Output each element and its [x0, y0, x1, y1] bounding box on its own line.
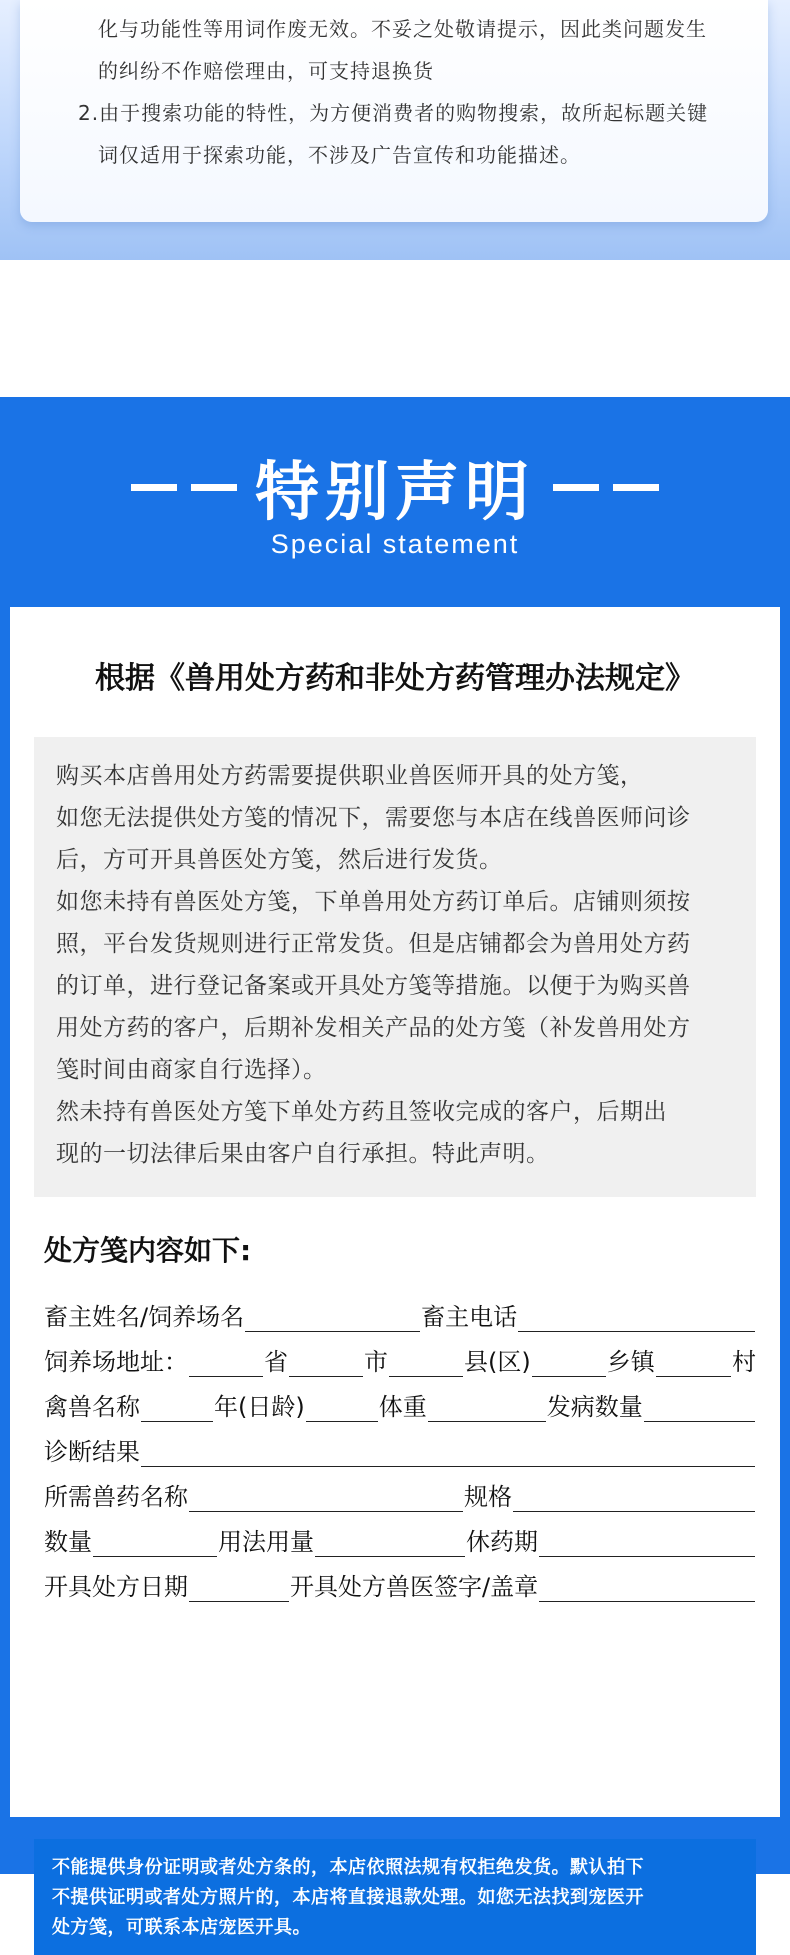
province-blank	[189, 1351, 263, 1377]
county-blank	[389, 1351, 463, 1377]
statement-line: 然未持有兽医处方笺下单处方药且签收完成的客户，后期出	[56, 1099, 667, 1125]
village-label: 村	[732, 1348, 756, 1376]
sick-count-blank	[644, 1396, 755, 1422]
age-blank	[306, 1396, 378, 1422]
left-dash-decoration	[131, 484, 237, 491]
farm-address-label: 饲养场地址：	[44, 1348, 188, 1376]
statement-line: 购买本店兽用处方药需要提供职业兽医师开具的处方笺，	[56, 763, 644, 789]
form-row-diagnosis	[44, 1422, 756, 1467]
warning-line: 不能提供身份证明或者处方条的，本店依照法规有权拒绝发货。默认拍下	[52, 1857, 644, 1878]
owner-name-blank	[245, 1306, 420, 1332]
quantity-label: 数量	[44, 1528, 92, 1556]
province-label: 省	[264, 1348, 288, 1376]
special-statement-subtitle: Special statement	[270, 529, 520, 559]
statement-panel	[10, 607, 780, 1938]
township-blank	[532, 1351, 606, 1377]
statement-line: 照，平台发货规则进行正常发货。但是店铺都会为兽用处方药	[56, 931, 691, 957]
quantity-blank	[93, 1531, 217, 1557]
drug-name-label: 所需兽药名称	[44, 1483, 188, 1511]
city-blank	[289, 1351, 363, 1377]
statement-line: 现的一切法律后果由客户自行承担。特此声明。	[56, 1141, 550, 1167]
notice-text-line: 2.由于搜索功能的特性，为方便消费者的购物搜索，故所起标题关键	[78, 101, 709, 125]
top-notice-band	[0, 0, 790, 260]
diagnosis-label: 诊断结果	[44, 1438, 140, 1466]
usage-label: 用法用量	[218, 1528, 314, 1556]
warning-line: 处方笺，可联系本店宠医开具。	[52, 1917, 311, 1938]
withdrawal-blank	[539, 1531, 755, 1557]
withdrawal-label: 休药期	[466, 1528, 538, 1556]
warning-box	[34, 1839, 756, 1955]
statement-notice-box	[34, 737, 756, 1197]
notice-text-line: 词仅适用于探索功能，不涉及广告宣传和功能描述。	[98, 143, 581, 167]
form-row-owner	[44, 1287, 756, 1332]
spec-label: 规格	[464, 1483, 512, 1511]
spec-blank	[513, 1486, 755, 1512]
age-label: 年(日龄)	[214, 1393, 305, 1421]
weight-blank	[428, 1396, 546, 1422]
special-statement-section	[0, 397, 790, 1938]
diagnosis-blank	[141, 1441, 755, 1467]
animal-name-label: 禽兽名称	[44, 1393, 140, 1421]
signature-label: 开具处方兽医签字/盖章	[290, 1573, 539, 1601]
prescription-form-title: 处方笺内容如下:	[44, 1234, 252, 1267]
city-label: 市	[364, 1348, 388, 1376]
statement-line: 笺时间由商家自行选择）。	[56, 1057, 327, 1083]
form-row-quantity	[44, 1512, 756, 1557]
sick-count-label: 发病数量	[546, 1393, 643, 1421]
statement-line: 如您无法提供处方笺的情况下，需要您与本店在线兽医师问诊	[56, 805, 691, 831]
owner-name-label: 畜主姓名/饲养场名	[44, 1303, 245, 1331]
statement-line: 后，方可开具兽医处方笺，然后进行发货。	[56, 847, 503, 873]
county-label: 县(区)	[464, 1348, 531, 1376]
form-row-animal	[44, 1377, 756, 1422]
notice-text-line: 的纠纷不作赔偿理由，可支持退换货	[98, 59, 434, 83]
signature-blank	[539, 1576, 755, 1602]
drug-name-blank	[189, 1486, 463, 1512]
form-row-address	[44, 1332, 756, 1377]
form-row-date	[44, 1557, 756, 1602]
date-blank	[189, 1576, 289, 1602]
special-statement-header	[0, 447, 790, 530]
usage-blank	[315, 1531, 465, 1557]
village-blank	[656, 1351, 731, 1377]
statement-line: 如您未持有兽医处方笺，下单兽用处方药订单后。店铺则须按	[56, 889, 691, 915]
township-label: 乡镇	[606, 1348, 655, 1376]
statement-line: 的订单，进行登记备案或开具处方笺等措施。以便于为购买兽	[56, 973, 691, 999]
right-dash-decoration	[553, 484, 659, 491]
regulation-title: 根据《兽用处方药和非处方药管理办法规定》	[95, 661, 695, 696]
owner-phone-blank	[518, 1306, 755, 1332]
owner-phone-label: 畜主电话	[421, 1303, 518, 1331]
warning-line: 不提供证明或者处方照片的，本店将直接退款处理。如您无法找到宠医开	[52, 1887, 644, 1908]
prescription-form	[44, 1287, 756, 1602]
top-notice-card	[20, 0, 768, 222]
statement-line: 用处方药的客户，后期补发相关产品的处方笺（补发兽用处方	[56, 1015, 691, 1041]
special-statement-title: 特别声明	[255, 456, 535, 530]
notice-text-line: 化与功能性等用词作废无效。不妥之处敬请提示，因此类问题发生	[98, 17, 707, 41]
date-label: 开具处方日期	[44, 1573, 188, 1601]
form-row-drug	[44, 1467, 756, 1512]
weight-label: 体重	[378, 1393, 427, 1421]
animal-name-blank	[141, 1396, 213, 1422]
